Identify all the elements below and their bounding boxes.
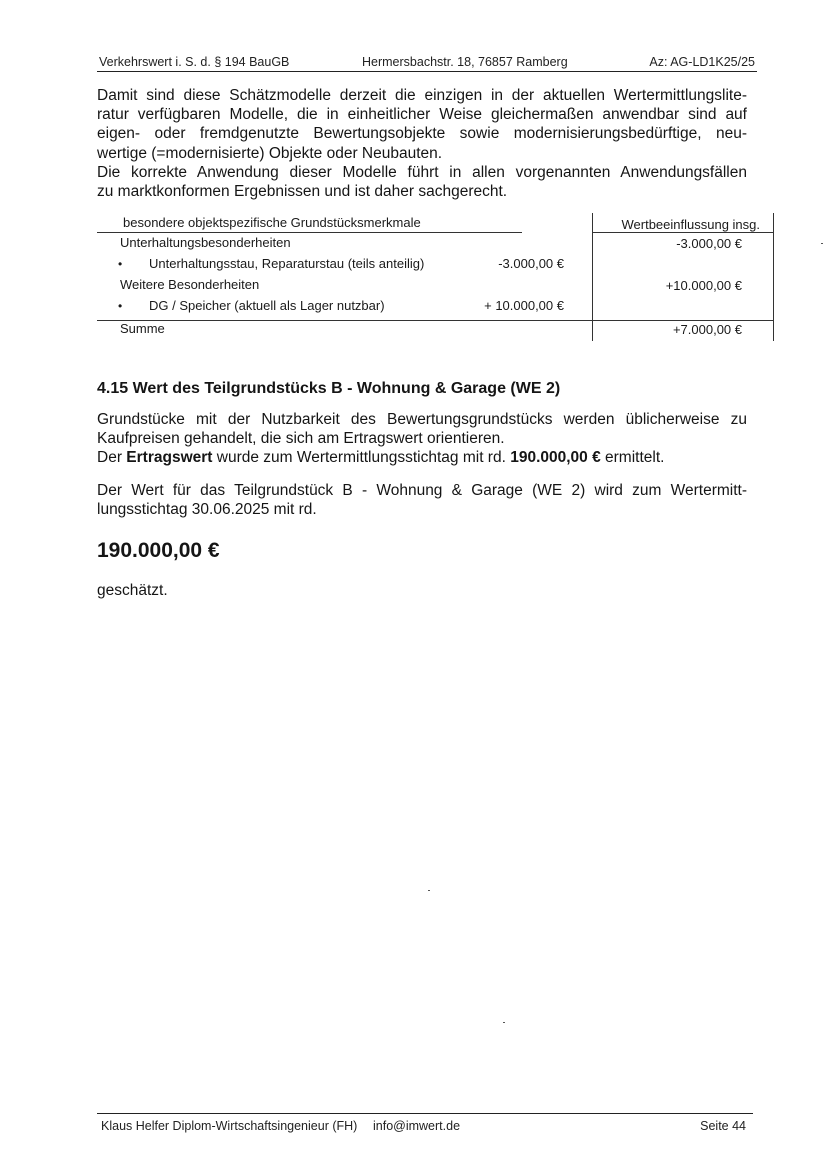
group-total-maintenance: -3.000,00 € <box>676 236 742 251</box>
footer-email: info@imwert.de <box>373 1119 461 1133</box>
table-column-divider <box>592 213 593 341</box>
footer-author: Klaus Helfer Diplom-Wirtschaftsingenieur (FH) <box>101 1119 358 1133</box>
page-header <box>97 54 757 72</box>
scan-speck <box>428 890 430 891</box>
header-property-value-ref: Verkehrswert i. S. d. § 194 BauGB <box>99 55 290 69</box>
header-address: Hermersbachstr. 18, 76857 Ramberg <box>362 55 568 69</box>
group-title-maintenance: Unterhaltungsbesonderheiten <box>120 235 291 250</box>
sum-value: +7.000,00 € <box>672 322 742 337</box>
item-value-maintenance-backlog: -3.000,00 € <box>498 256 564 271</box>
income-value-term: Ertragswert <box>126 449 213 467</box>
intro-line: wertige (=modernisierte) Objekte oder Neubauten. <box>97 144 443 162</box>
text-fragment: wurde zum Wertermittlungsstichtag mit rd. <box>212 449 511 467</box>
bullet: • <box>118 299 123 313</box>
intro-line: Die korrekte Anwendung dieser Modelle führt in allen vorgenannten Anwendungsfällen <box>97 163 747 181</box>
table-right-border <box>773 213 774 341</box>
special-features-table <box>97 213 774 341</box>
group-total-other: +10.000,00 € <box>665 278 742 293</box>
intro-paragraph <box>97 86 747 201</box>
paragraph-line: Der Wert für das Teilgrundstück B - Wohnung & Garage (WE 2) wird zum Wertermitt- <box>97 482 747 499</box>
page-footer <box>97 1113 753 1134</box>
group-title-other: Weitere Besonderheiten <box>120 277 260 292</box>
item-maintenance-backlog: Unterhaltungsstau, Reparaturstau (teils anteilig) <box>149 256 425 271</box>
paragraph-line: Grundstücke mit der Nutzbarkeit des Bewertungsgrundstücks werden üblicherweise zu <box>97 411 747 428</box>
page-number: Seite 44 <box>700 1119 746 1133</box>
paragraph-line-income-value <box>97 448 747 467</box>
intro-line: zu marktkonformen Ergebnissen und ist daher sachgerecht. <box>97 183 508 201</box>
section-heading: 4.15 Wert des Teilgrundstücks B - Wohnung & Garage (WE 2) <box>97 380 561 397</box>
table-header-rule-left <box>97 232 522 233</box>
table-header-features: besondere objektspezifische Grundstücksmerkmale <box>123 215 421 230</box>
item-value-attic-storage: + 10.000,00 € <box>484 298 564 313</box>
bullet: • <box>118 257 123 271</box>
partial-plot-value-paragraph <box>97 481 747 519</box>
intro-line: Damit sind diese Schätzmodelle derzeit die einzigen in der aktuellen Wertermittlungslite- <box>97 87 747 104</box>
estimated-label: geschätzt. <box>97 582 168 599</box>
paragraph-line: Kaufpreisen gehandelt, die sich am Ertragswert orientieren. <box>97 430 505 448</box>
text-fragment: Der <box>97 449 127 467</box>
income-value-amount: 190.000,00 € <box>510 449 601 467</box>
table-header-rule-right <box>592 232 774 233</box>
header-file-number: Az: AG-LD1K25/25 <box>649 55 755 69</box>
scan-speck <box>821 243 823 244</box>
sum-label: Summe <box>120 321 165 336</box>
scan-speck <box>503 1022 505 1023</box>
estimated-value: 190.000,00 € <box>97 539 220 562</box>
table-sum-rule <box>97 320 774 321</box>
paragraph-line: lungsstichtag 30.06.2025 mit rd. <box>97 501 317 519</box>
table-header-impact: Wertbeeinflussung insg. <box>621 217 760 232</box>
intro-line: eigen- oder fremdgenutzte Bewertungsobjekte sowie modernisierungsbedürftige, neu- <box>97 125 747 143</box>
item-attic-storage: DG / Speicher (aktuell als Lager nutzbar) <box>149 298 385 313</box>
intro-line: ratur verfügbaren Modelle, die in einheitlicher Weise gleichermaßen anwendbar sind auf <box>97 106 747 124</box>
income-value-paragraph <box>97 410 747 468</box>
text-fragment: ermittelt. <box>600 449 665 467</box>
